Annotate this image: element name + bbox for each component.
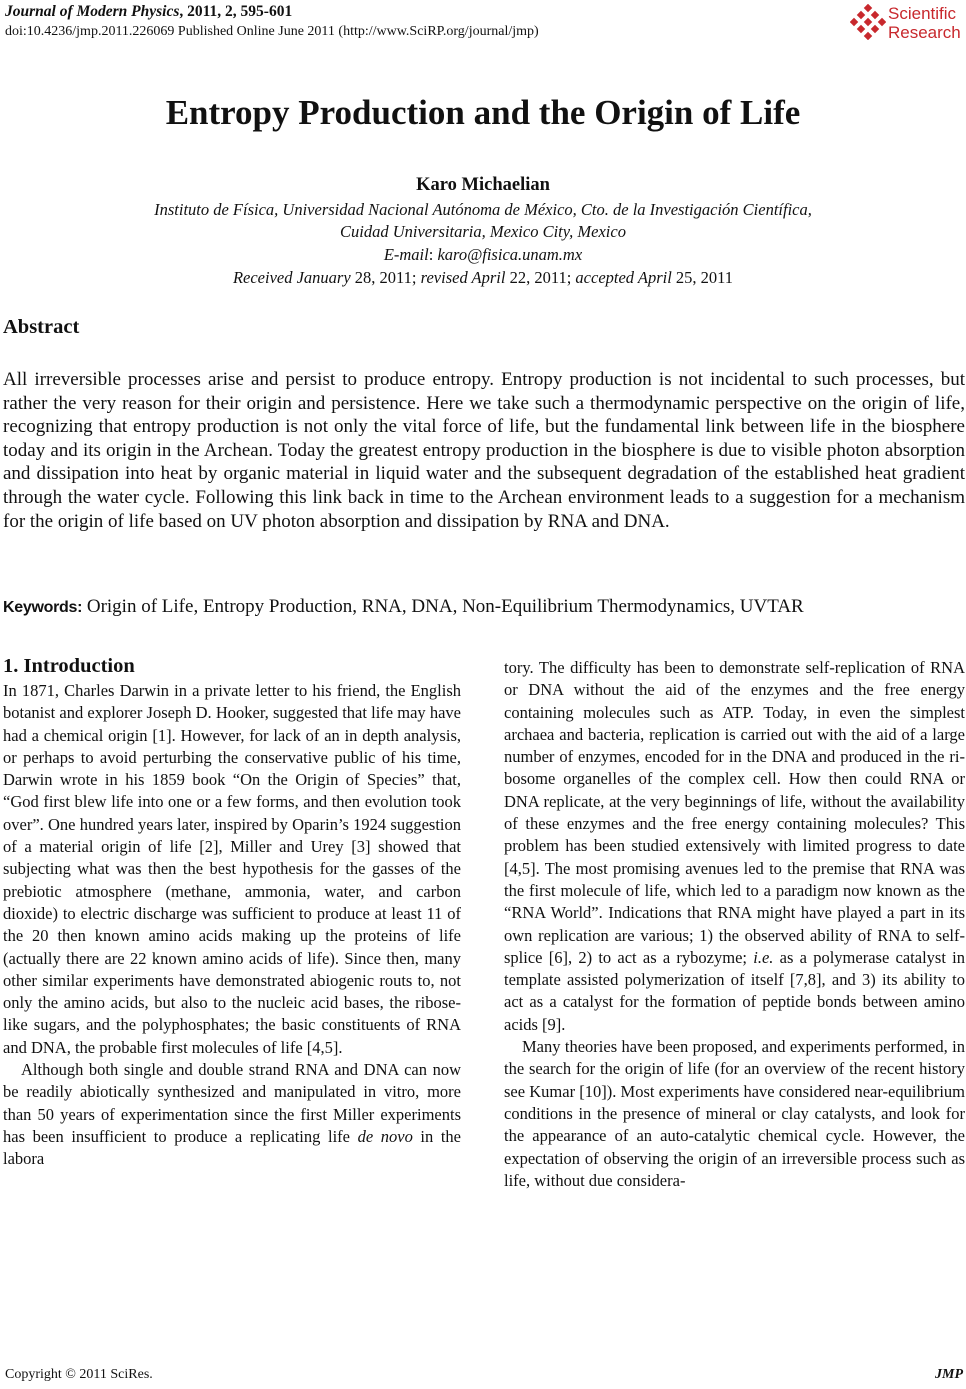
received-label: Received January	[232, 268, 351, 287]
paragraph-2-text-c: as a polymerase catalyst in template assisted polymerization of itself [7,8], and 3) its ability to act as a catalyst for the formation of peptide bonds between amino acids [9].	[504, 947, 965, 1034]
footer-copyright: Copyright © 2011 SciRes.	[5, 1367, 153, 1382]
paper-title: Entropy Production and the Origin of Life	[165, 93, 801, 132]
email-line	[0, 245, 966, 265]
intro-paragraph-2	[3, 1059, 461, 1170]
affiliation-line-2: Cuidad Universitaria, Mexico City, Mexico	[340, 222, 626, 241]
intro-paragraph-1: In 1871, Charles Darwin in a private letter to his friend, the English botanist and explorer Joseph D. Hooker, suggested that life may have had a chemical origin [1]. However, for lack of an in depth analysis, or perhaps to avoid perturbing the conservative public of his time, Darwin wrote in his 1859 book “On the Origin of Species” that, “God first blew life into one or a few forms, and then evolution took over”. One hundred years later, inspired by Oparin’s 1924 suggestion of a material origin of life [2], Miller and Urey [3] showed that subjecting what was then the best hypothesis for the gasses of the prebiotic atmosphere (methane, ammonia, water, and carbon dioxide) to electric discharge was sufficient to produce at least 11 of the 20 then known amino acids making up the proteins of life (actually there are 22 known amino acids of life). Since then, many other similar experiments have demonstrated abiogenic routs to, not only the amino acids, but also to the nucleic acid bases, the ribose-like sugars, and the polyphosphates; the basic constituents of RNA and DNA, the probable first molecules of life [4,5].	[3, 681, 461, 1057]
paragraph-2-italic-ie: i.e.	[753, 947, 774, 967]
accepted-date: 25, 2011	[671, 268, 734, 287]
received-date: 28, 2011;	[350, 268, 421, 287]
revised-date: 22, 2011;	[505, 268, 576, 287]
accepted-label: accepted April	[575, 268, 672, 287]
dates-line	[0, 268, 966, 288]
journal-name: Journal of Modern Physics	[5, 3, 180, 20]
section-heading-introduction: 1. Introduction	[3, 655, 135, 677]
paragraph-2-text-a: Although both single and double strand RNA and DNA can now be readily abiotically synthesized and manipulated in vitro, more than 50 years of experimentation since the first Miller experiments has been insufficient to produce a replicating life	[3, 1060, 461, 1146]
email-label: E-mail	[383, 245, 429, 264]
paragraph-2-text-b: tory. The difficulty has been to demonstrate self-replication of RNA or DNA without the aid of the enzymes and the free energy containing molecules such as ATP. Today, in even the simplest archaea and bacteria, replication is carried out with the aid of a large number of enzymes, encoded for in the DNA and produced in the ribosome organelles of the complex cell. How then could RNA or DNA replicate, at the very beginnings of life, without the availability of these enzymes and the free energy containing molecules? This problem has been studied extensively with limited progress to date [4,5]. The most promising avenues led to the premise that RNA was the first molecule of life, which led to a paradigm now known as the “RNA World”. Indications that RNA might have played a part in its own replication are various; 1) the observed ability of RNA to self-splice [6], 2) to act as a rybozyme;	[504, 658, 965, 967]
logo-text-scientific: Scientific	[888, 4, 957, 23]
footer-journal-abbr: JMP	[935, 1367, 963, 1382]
keywords-label: Keywords:	[3, 599, 83, 616]
paragraph-2-italic-de-novo: de novo	[357, 1126, 413, 1146]
intro-paragraph-2-continued	[504, 657, 965, 1036]
column-right	[504, 657, 965, 1192]
email-separator: :	[428, 245, 438, 264]
email-link[interactable]: karo@fisica.unam.mx	[437, 245, 583, 264]
journal-volume: , 2011, 2, 595-601	[179, 3, 293, 20]
affiliation-line-1: Instituto de Física, Universidad Nacional Autónoma de México, Cto. de la Investigación Científica,	[154, 200, 812, 219]
abstract-heading: Abstract	[3, 316, 80, 338]
logo-text-research: Research	[888, 23, 961, 42]
author-name: Karo Michaelian	[416, 175, 550, 195]
keywords-text: Origin of Life, Entropy Production, RNA, DNA, Non-Equilibrium Thermodynamics, UVTAR	[82, 596, 804, 617]
journal-citation	[5, 3, 292, 21]
doi-line: doi:10.4236/jmp.2011.226069 Published Online June 2011 (http://www.SciRP.org/journal/jmp)	[5, 24, 539, 39]
revised-label: revised April	[420, 268, 506, 287]
publisher-logo[interactable]	[850, 2, 966, 44]
column-left	[3, 680, 461, 1171]
intro-paragraph-3: Many theories have been proposed, and experiments performed, in the search for the origin of life (for an overview of the recent history see Kumar [10]). Most experiments have considered near-equilibrium conditions in the presence of mineral or clay catalysts, and look for the appearance of an auto-catalytic chemical cycle. However, the expectation of observing the origin of an irreversible process such as life, without due considera-	[504, 1037, 965, 1190]
scirp-logo-icon	[850, 4, 886, 40]
paragraph-2-text-b-left: in the labora	[3, 1126, 462, 1169]
abstract-text: All irreversible processes arise and persist to produce entropy. Entropy production is not incidental to such processes, but rather the very reason for their origin and persistence. Here we take such a thermodynamic perspective on the origin of life, recognizing that entropy production is not only the vital force of life, but the fundamental link between life in the biosphere today and its origin in the Archean. Today the greatest entropy production in the biosphere is due to visible photon absorption and dissipation into heat by organic material in liquid water and the subsequent degradation of the established heat gradient through the water cycle. Following this link back in time to the Archean environment leads to a suggestion for a mechanism for the origin of life based on UV photon absorption and dissipation by RNA and DNA.	[3, 369, 965, 532]
keywords-line	[3, 596, 965, 618]
